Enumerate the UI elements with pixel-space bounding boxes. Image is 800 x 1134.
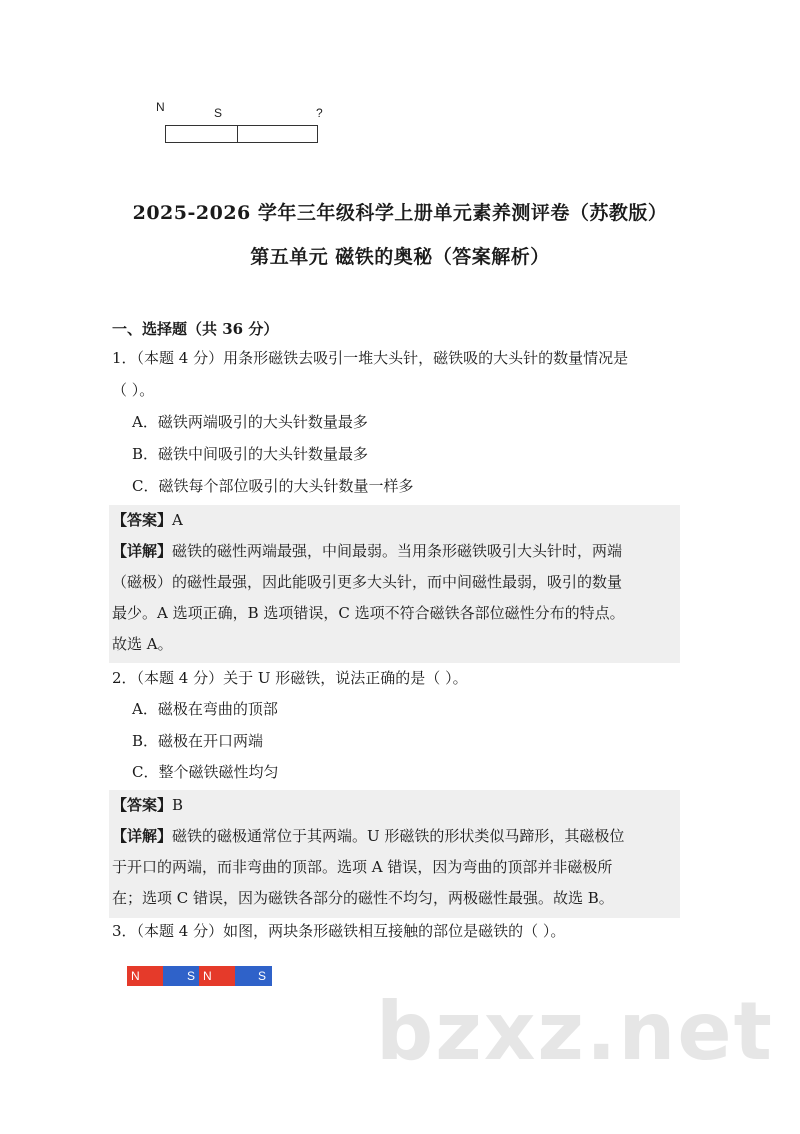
answer-tag: 【答案】 <box>112 511 173 529</box>
section-heading: 一、选择题（共 36 分） <box>112 320 279 338</box>
q2-stem: 2．（本题 4 分）关于 U 形磁铁，说法正确的是（ ）。 <box>112 669 468 687</box>
magnet-left-half <box>165 125 239 143</box>
q1-detail-line4: 故选 A。 <box>112 635 173 653</box>
answer-value: A <box>172 511 183 529</box>
q3-stem: 3．（本题 4 分）如图，两块条形磁铁相互接触的部位是磁铁的（ ）。 <box>112 922 566 940</box>
q2-option-c: C．整个磁铁磁性均匀 <box>132 763 279 781</box>
magnet-right-half <box>237 125 318 143</box>
magnet2-south: S <box>235 966 272 986</box>
detail-text: 磁铁的磁极通常位于其两端。U 形磁铁的形状类似马蹄形，其磁极位 <box>172 827 625 845</box>
detail-tag: 【详解】 <box>112 827 173 845</box>
q1-stem-line2: （ ）。 <box>112 381 155 399</box>
detail-text: 磁铁的磁性两端最强，中间最弱。当用条形磁铁吸引大头针时，两端 <box>172 542 623 560</box>
magnet-label-question: ? <box>316 106 323 120</box>
q2-option-b: B．磁极在开口两端 <box>132 732 264 750</box>
magnet-label-s: S <box>214 106 223 120</box>
q1-option-c: C．磁铁每个部位吸引的大头针数量一样多 <box>132 477 414 495</box>
paper-title: 2025-2026 学年三年级科学上册单元素养测评卷（苏教版） <box>132 202 668 224</box>
q2-detail-line1 <box>112 826 624 846</box>
q2-detail-line2: 于开口的两端，而非弯曲的顶部。选项 A 错误，因为弯曲的顶部并非磁极所 <box>112 858 613 876</box>
magnet1-south: S <box>163 966 199 986</box>
q1-stem-line1: 1．（本题 4 分）用条形磁铁去吸引一堆大头针，磁铁吸的大头针的数量情况是 <box>112 349 629 367</box>
paper-subtitle: 第五单元 磁铁的奥秘（答案解析） <box>250 246 550 268</box>
detail-tag: 【详解】 <box>112 542 173 560</box>
q1-detail-line2: （磁极）的磁性最强，因此能吸引更多大头针，而中间磁性最弱，吸引的数量 <box>112 573 623 591</box>
answer-tag: 【答案】 <box>112 796 173 814</box>
bar-magnet-figure <box>150 100 340 152</box>
two-magnets-figure <box>127 966 272 986</box>
magnet-label-n: N <box>156 100 165 114</box>
q1-detail-line1 <box>112 541 622 561</box>
q1-detail-line3: 最少。A 选项正确，B 选项错误，C 选项不符合磁铁各部位磁性分布的特点。 <box>112 604 625 622</box>
q1-option-a: A．磁铁两端吸引的大头针数量最多 <box>132 413 368 431</box>
magnet2-north: N <box>199 966 235 986</box>
watermark: bzxz.net <box>376 985 774 1078</box>
q2-answer <box>112 795 183 815</box>
answer-value: B <box>172 796 184 814</box>
q2-detail-line3: 在；选项 C 错误，因为磁铁各部分的磁性不均匀，两极磁性最强。故选 B。 <box>112 889 614 907</box>
q1-option-b: B．磁铁中间吸引的大头针数量最多 <box>132 445 369 463</box>
q1-answer <box>112 510 183 530</box>
q2-option-a: A．磁极在弯曲的顶部 <box>132 700 278 718</box>
magnet1-north: N <box>127 966 163 986</box>
